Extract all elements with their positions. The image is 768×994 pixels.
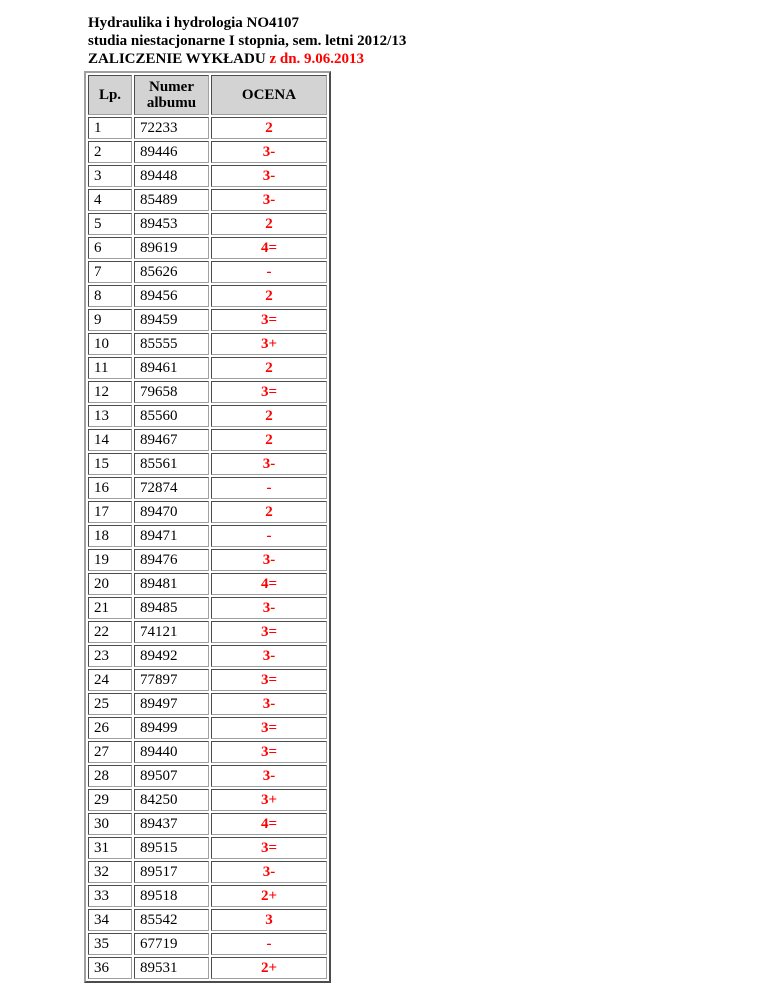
album-number: 77897 (134, 669, 209, 691)
grade-value: 3- (211, 693, 327, 715)
row-number: 9 (88, 309, 132, 331)
grade-value: - (211, 477, 327, 499)
row-number: 11 (88, 357, 132, 379)
table-row (88, 645, 327, 667)
album-number: 85560 (134, 405, 209, 427)
row-number: 13 (88, 405, 132, 427)
table-row (88, 189, 327, 211)
grade-value: 3= (211, 837, 327, 859)
row-number: 3 (88, 165, 132, 187)
grade-value: 2 (211, 405, 327, 427)
grade-value: 3= (211, 309, 327, 331)
album-number: 89467 (134, 429, 209, 451)
row-number: 34 (88, 909, 132, 931)
table-row (88, 213, 327, 235)
table-row (88, 909, 327, 931)
grade-value: 3= (211, 621, 327, 643)
table-row (88, 165, 327, 187)
table-row (88, 381, 327, 403)
grade-value: 2 (211, 501, 327, 523)
grade-value: 2 (211, 285, 327, 307)
table-row (88, 789, 327, 811)
grade-value: 4= (211, 813, 327, 835)
table-row (88, 933, 327, 955)
grade-value: 3- (211, 141, 327, 163)
row-number: 17 (88, 501, 132, 523)
album-number: 89437 (134, 813, 209, 835)
grade-value: 3= (211, 717, 327, 739)
row-number: 36 (88, 957, 132, 979)
grade-value: 3 (211, 909, 327, 931)
course-title: Hydraulika i hydrologia NO4107 (88, 15, 300, 31)
table-row (88, 477, 327, 499)
album-number: 85626 (134, 261, 209, 283)
album-number: 89507 (134, 765, 209, 787)
grade-value: 4= (211, 573, 327, 595)
album-number: 89499 (134, 717, 209, 739)
row-number: 10 (88, 333, 132, 355)
album-number: 89531 (134, 957, 209, 979)
table-header-row (88, 75, 327, 115)
row-number: 18 (88, 525, 132, 547)
table-row (88, 261, 327, 283)
album-number: 89481 (134, 573, 209, 595)
grade-value: 3- (211, 765, 327, 787)
album-number: 85542 (134, 909, 209, 931)
row-number: 26 (88, 717, 132, 739)
grade-value: 3- (211, 165, 327, 187)
table-row (88, 813, 327, 835)
table-row (88, 549, 327, 571)
grade-value: 3= (211, 741, 327, 763)
table-row (88, 693, 327, 715)
grade-value: 3+ (211, 789, 327, 811)
row-number: 35 (88, 933, 132, 955)
grade-value: 3- (211, 597, 327, 619)
album-number: 89461 (134, 357, 209, 379)
album-number: 85555 (134, 333, 209, 355)
grade-value: 3= (211, 669, 327, 691)
grade-value: 3- (211, 645, 327, 667)
table-row (88, 717, 327, 739)
table-row (88, 429, 327, 451)
album-number: 89471 (134, 525, 209, 547)
album-number: 67719 (134, 933, 209, 955)
table-row (88, 957, 327, 979)
table-row (88, 117, 327, 139)
column-header-album (134, 75, 209, 115)
grade-value: - (211, 261, 327, 283)
table-row (88, 525, 327, 547)
row-number: 31 (88, 837, 132, 859)
table-row (88, 501, 327, 523)
grade-value: 4= (211, 237, 327, 259)
row-number: 7 (88, 261, 132, 283)
grade-value: 3= (211, 381, 327, 403)
grade-value: 2 (211, 357, 327, 379)
grade-value: 2+ (211, 885, 327, 907)
row-number: 5 (88, 213, 132, 235)
album-number: 89440 (134, 741, 209, 763)
document-header (88, 14, 406, 68)
row-number: 2 (88, 141, 132, 163)
table-row (88, 237, 327, 259)
column-header-album-line2: albumu (146, 95, 197, 111)
row-number: 16 (88, 477, 132, 499)
album-number: 89485 (134, 597, 209, 619)
row-number: 32 (88, 861, 132, 883)
grade-value: 3- (211, 189, 327, 211)
row-number: 24 (88, 669, 132, 691)
album-number: 89453 (134, 213, 209, 235)
album-number: 79658 (134, 381, 209, 403)
album-number: 89459 (134, 309, 209, 331)
table-row (88, 669, 327, 691)
table-row (88, 357, 327, 379)
album-number: 89515 (134, 837, 209, 859)
row-number: 8 (88, 285, 132, 307)
row-number: 33 (88, 885, 132, 907)
row-number: 27 (88, 741, 132, 763)
album-number: 89492 (134, 645, 209, 667)
album-number: 89517 (134, 861, 209, 883)
row-number: 21 (88, 597, 132, 619)
study-info: studia niestacjonarne I stopnia, sem. letni 2012/13 (88, 33, 407, 49)
row-number: 15 (88, 453, 132, 475)
row-number: 29 (88, 789, 132, 811)
album-number: 72233 (134, 117, 209, 139)
album-number: 89497 (134, 693, 209, 715)
grade-value: 2+ (211, 957, 327, 979)
row-number: 28 (88, 765, 132, 787)
grades-table (84, 71, 331, 983)
grade-value: 3+ (211, 333, 327, 355)
exam-date: z dn. 9.06.2013 (269, 51, 365, 67)
row-number: 22 (88, 621, 132, 643)
row-number: 23 (88, 645, 132, 667)
table-row (88, 741, 327, 763)
album-number: 85561 (134, 453, 209, 475)
table-row (88, 333, 327, 355)
column-header-album-line1: Numer (149, 79, 194, 95)
table-row (88, 837, 327, 859)
row-number: 6 (88, 237, 132, 259)
table-row (88, 765, 327, 787)
row-number: 30 (88, 813, 132, 835)
album-number: 89446 (134, 141, 209, 163)
album-number: 89470 (134, 501, 209, 523)
table-row (88, 861, 327, 883)
table-row (88, 621, 327, 643)
album-number: 72874 (134, 477, 209, 499)
grade-value: 2 (211, 117, 327, 139)
table-row (88, 141, 327, 163)
grade-value: - (211, 525, 327, 547)
grade-value: 3- (211, 861, 327, 883)
row-number: 19 (88, 549, 132, 571)
row-number: 25 (88, 693, 132, 715)
table-row (88, 453, 327, 475)
album-number: 74121 (134, 621, 209, 643)
row-number: 4 (88, 189, 132, 211)
album-number: 89518 (134, 885, 209, 907)
grade-value: 3- (211, 549, 327, 571)
exam-label: ZALICZENIE WYKŁADU (88, 51, 266, 67)
row-number: 12 (88, 381, 132, 403)
table-row (88, 573, 327, 595)
row-number: 20 (88, 573, 132, 595)
column-header-lp: Lp. (88, 75, 132, 115)
table-body (88, 117, 327, 979)
album-number: 89456 (134, 285, 209, 307)
row-number: 1 (88, 117, 132, 139)
grade-value: 2 (211, 213, 327, 235)
album-number: 85489 (134, 189, 209, 211)
table-row (88, 285, 327, 307)
album-number: 89476 (134, 549, 209, 571)
row-number: 14 (88, 429, 132, 451)
table-row (88, 885, 327, 907)
grade-value: 3- (211, 453, 327, 475)
grade-value: - (211, 933, 327, 955)
column-header-grade: OCENA (211, 75, 327, 115)
table-row (88, 309, 327, 331)
album-number: 89619 (134, 237, 209, 259)
grade-value: 2 (211, 429, 327, 451)
exam-title (88, 50, 406, 68)
table-row (88, 405, 327, 427)
album-number: 84250 (134, 789, 209, 811)
album-number: 89448 (134, 165, 209, 187)
table-row (88, 597, 327, 619)
